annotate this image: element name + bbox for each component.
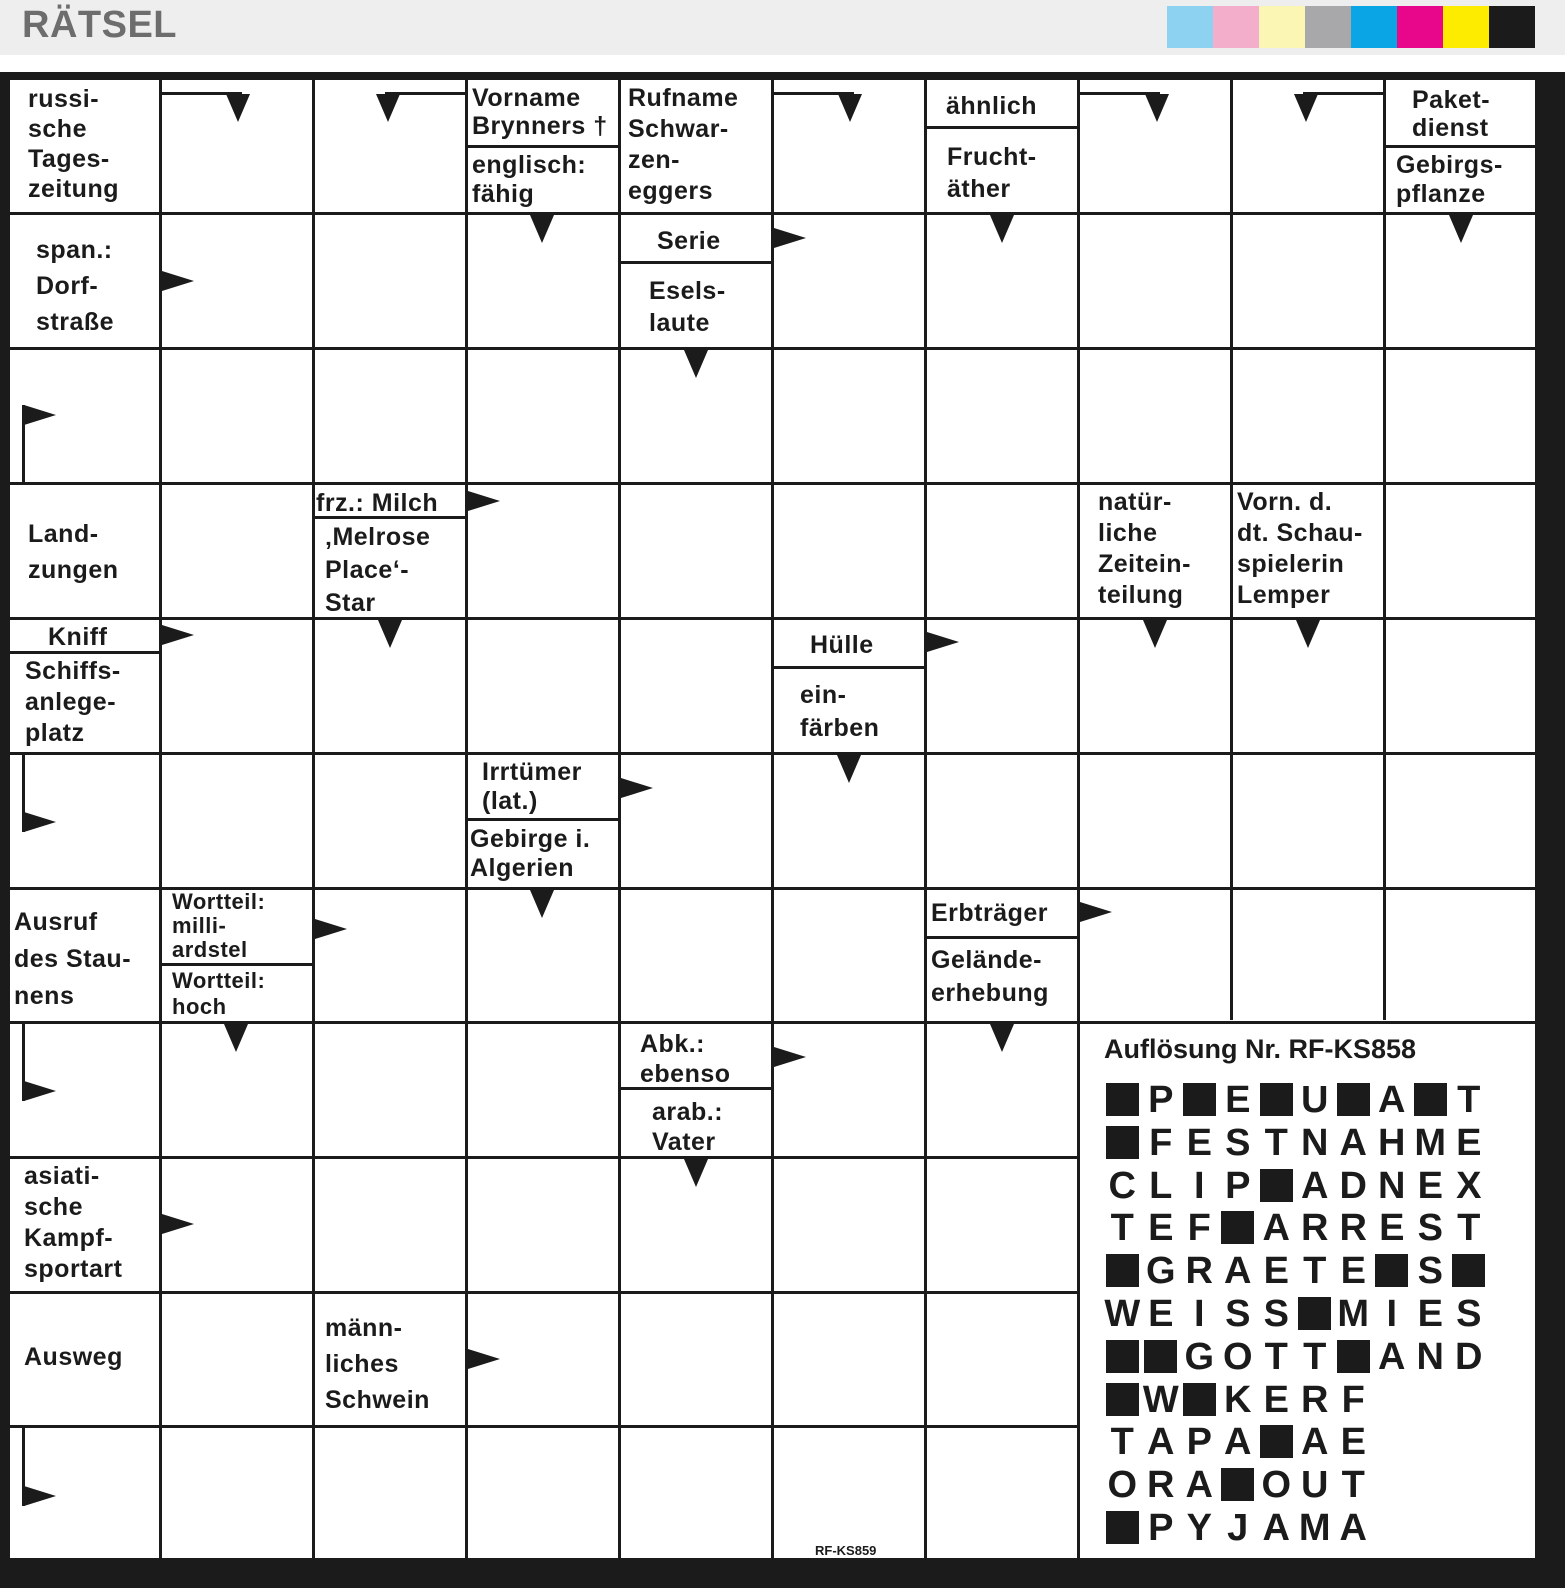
solution-letter: F [1187,1207,1211,1250]
solution-letter: M [1298,1507,1331,1549]
clue-text: arab.: Vater [652,1098,724,1156]
grid-line [312,80,315,1558]
puzzle-code: RF-KS859 [815,1543,877,1558]
black-square-icon [1452,1254,1485,1287]
solution-letter: P [1186,1421,1212,1464]
arrow-down-icon [224,1024,248,1052]
black-square-icon [1106,1383,1139,1416]
solution-letter: T [1110,1207,1134,1250]
arrow-down-icon [990,1024,1014,1052]
arrow-right-icon [162,271,194,291]
solution-block [1103,1253,1142,1289]
solution-letter: A [1224,1421,1252,1464]
clue-text: natür- liche Zeitein- teilung [1098,488,1191,609]
arrow-right-icon [24,812,56,832]
clue-text: Wortteil: milli- ardstel [172,889,266,962]
clue-text: Frucht- äther [947,143,1037,203]
arrow-down-icon [1145,94,1169,122]
solution-block [1103,1382,1142,1418]
clue-divider [927,936,1077,939]
clue-text: Ausweg [24,1343,123,1371]
solution-letter: G [1184,1335,1215,1378]
grid-line [1383,80,1386,1020]
color-swatch [1397,6,1443,48]
solution-letter: C [1108,1164,1136,1207]
solution-letter: A [1339,1507,1367,1549]
clue-text: Irrtümer (lat.) [482,758,582,815]
color-swatch [1351,6,1397,48]
arrow-stem [22,755,25,832]
solution-letter: U [1301,1079,1329,1121]
solution-letter: T [1457,1079,1481,1121]
solution-letter: T [1303,1250,1327,1293]
solution-letter: A [1262,1507,1290,1549]
clue-text: Wortteil: hoch [172,968,266,1019]
clue-text: Land- zungen [28,520,119,584]
solution-letter: A [1147,1421,1175,1464]
clue-divider [468,145,618,148]
arrow-stem [22,1024,25,1101]
arrow-right-icon [162,1214,194,1234]
solution-block [1257,1424,1296,1460]
arrow-down-icon [226,94,250,122]
black-square-icon [1183,1083,1216,1116]
solution-block [1373,1253,1412,1289]
solution-block [1411,1082,1450,1118]
solution-letter: M [1337,1293,1370,1335]
arrow-down-icon [837,755,861,783]
solution-row [1103,1293,1488,1335]
clue-text: Gelände- erhebung [931,946,1049,1007]
arrow-down-icon [376,94,400,122]
arrow-down-icon [1296,620,1320,648]
grid-line [10,1425,1078,1428]
clue-divider [468,818,618,821]
solution-block [1257,1082,1296,1118]
color-swatch [1443,6,1489,48]
solution-letter: E [1340,1421,1366,1464]
arrow-right-icon [774,228,806,248]
solution-row [1103,1250,1488,1293]
solution-letter: N [1378,1164,1406,1207]
solution-block [1103,1082,1142,1118]
grid-line [771,80,774,1558]
solution-block [1142,1339,1181,1375]
solution-letter: E [1417,1293,1443,1335]
solution-block [1450,1253,1489,1289]
black-square-icon [1260,1083,1293,1116]
solution-letter: A [1301,1164,1329,1207]
clue-text: Rufname Schwar- zen- eggers [628,84,739,205]
solution-letter: E [1379,1207,1405,1250]
clue-text: ein- färben [800,681,880,742]
clue-text: Schiffs- anlege- platz [25,657,121,747]
clue-divider [621,261,771,264]
solution-letter: I [1193,1164,1205,1207]
clue-text: englisch: fähig [472,151,587,208]
arrow-down-icon [1449,215,1473,243]
solution-letter: G [1145,1250,1176,1293]
solution-letter: U [1301,1464,1329,1507]
grid-line [618,80,621,1558]
solution-letter: A [1301,1421,1329,1464]
clue-text: asiati- sche Kampf- sportart [24,1162,123,1283]
arrow-down-icon [378,620,402,648]
solution-letter: R [1147,1464,1175,1507]
black-square-icon [1221,1211,1254,1244]
solution-block [1219,1467,1258,1503]
grid-line [1077,80,1080,1558]
clue-divider [927,126,1077,129]
arrow-right-icon [24,1486,56,1506]
solution-block [1103,1125,1142,1161]
solution-block [1257,1168,1296,1204]
solution-letter: E [1186,1121,1212,1164]
color-swatch [1213,6,1259,48]
solution-row [1103,1464,1373,1507]
solution-letter: F [1149,1121,1173,1164]
solution-letter: H [1378,1121,1406,1164]
grid-line [159,80,162,1558]
clue-text: Abk.: ebenso [640,1030,731,1088]
arrow-down-icon [684,1159,708,1187]
clue-text: russi- sche Tages- zeitung [28,85,119,203]
arrow-down-icon [1143,620,1167,648]
solution-letter: W [1142,1378,1179,1421]
solution-row [1103,1421,1373,1464]
solution-row [1103,1121,1488,1164]
solution-block [1180,1082,1219,1118]
solution-block [1103,1510,1142,1546]
arrow-right-icon [927,632,959,652]
solution-letter: A [1378,1079,1406,1121]
solution-letter: R [1301,1378,1329,1421]
arrow-right-icon [468,491,500,511]
color-swatch [1167,6,1213,48]
arrow-right-icon [1080,902,1112,922]
solution-block [1103,1339,1142,1375]
solution-letter: E [1417,1164,1443,1207]
clue-text: Kniff [48,623,108,651]
clue-divider [162,963,312,966]
black-square-icon [1106,1511,1139,1544]
clue-text: Gebirge i. Algerien [470,825,591,882]
solution-letter: J [1227,1507,1249,1549]
clue-text: Erbträger [931,899,1049,927]
arrow-down-icon [838,94,862,122]
solution-letter: R [1339,1207,1367,1250]
solution-row [1103,1378,1373,1421]
solution-letter: A [1262,1207,1290,1250]
clue-text: Gebirgs- pflanze [1396,151,1503,208]
arrow-right-icon [621,778,653,798]
solution-row [1103,1079,1488,1121]
clue-text: Ausruf des Stau- nens [14,908,132,1010]
solution-block [1219,1210,1258,1246]
solution-letter: K [1224,1378,1252,1421]
clue-text: Paket- dienst [1412,86,1491,142]
clue-text: ‚Melrose Place‘- Star [325,523,431,617]
solution-letter: P [1148,1507,1174,1549]
black-square-icon [1106,1254,1139,1287]
solution-letter: S [1417,1207,1443,1250]
solution-letter: E [1263,1378,1289,1421]
grid-line [924,80,927,1558]
solution-block [1296,1296,1335,1332]
solution-letter: T [1264,1335,1288,1378]
clue-text: Vorname Brynners † [472,84,608,140]
grid-line [10,482,1535,485]
solution-letter: A [1378,1335,1406,1378]
solution-letter: F [1341,1378,1365,1421]
solution-letter: N [1416,1335,1444,1378]
clue-text: span.: Dorf- straße [36,236,115,336]
solution-letter: P [1148,1079,1174,1121]
solution-letter: T [1457,1207,1481,1250]
solution-row [1103,1507,1373,1549]
solution-letter: A [1185,1464,1213,1507]
header-bar [0,0,1565,55]
solution-letter: T [1110,1421,1134,1464]
solution-letter: E [1225,1079,1251,1121]
solution-letter: E [1456,1121,1482,1164]
solution-letter: O [1261,1464,1292,1507]
solution-letter: R [1301,1207,1329,1250]
black-square-icon [1106,1340,1139,1373]
clue-divider [774,666,924,669]
black-square-icon [1106,1126,1139,1159]
clue-text: frz.: Milch [316,489,439,517]
grid-line [10,347,1535,350]
solution-letter: X [1456,1164,1482,1207]
solution-row [1103,1207,1488,1250]
clue-text: männ- liches Schwein [325,1314,430,1414]
black-square-icon [1260,1169,1293,1202]
black-square-icon [1337,1083,1370,1116]
black-square-icon [1414,1083,1447,1116]
solution-letter: Y [1186,1507,1212,1549]
arrow-down-icon [530,890,554,918]
solution-letter: S [1225,1121,1251,1164]
color-swatch [1259,6,1305,48]
grid-line [10,752,1535,755]
color-swatch [1305,6,1351,48]
solution-letter: S [1417,1250,1443,1293]
solution-letter: L [1149,1164,1173,1207]
solution-letter: O [1222,1335,1253,1378]
solution-letter: E [1148,1207,1174,1250]
solution-letter: S [1263,1293,1289,1335]
arrow-stem [22,405,25,482]
solution-letter: T [1264,1121,1288,1164]
arrow-stem [22,1428,25,1506]
solution-letter: E [1340,1250,1366,1293]
black-square-icon [1183,1383,1216,1416]
arrow-right-icon [774,1047,806,1067]
solution-letter: W [1104,1293,1141,1335]
solution-letter: M [1414,1121,1447,1164]
color-swatch [1489,6,1535,48]
solution-letter: S [1456,1293,1482,1335]
solution-row [1103,1335,1488,1378]
solution-letter: A [1339,1121,1367,1164]
solution-letter: O [1107,1464,1138,1507]
solution-block [1180,1382,1219,1418]
grid-line [1230,80,1233,1020]
black-square-icon [1260,1425,1293,1458]
solution-letter: A [1224,1250,1252,1293]
clue-text: Esels- laute [649,277,726,337]
arrow-down-icon [530,215,554,243]
arrow-right-icon [468,1349,500,1369]
page-title: RÄTSEL [22,4,177,46]
arrow-right-icon [24,1081,56,1101]
black-square-icon [1337,1340,1370,1373]
grid-line [10,1156,1078,1159]
solution-letter: S [1225,1293,1251,1335]
grid-line [10,1291,1078,1294]
black-square-icon [1221,1468,1254,1501]
clue-text: ähnlich [946,92,1038,120]
arrow-right-icon [162,625,194,645]
solution-letter: E [1263,1250,1289,1293]
arrow-right-icon [315,919,347,939]
clue-divider [1386,145,1535,148]
solution-block [1334,1339,1373,1375]
arrow-right-icon [24,405,56,425]
solution-block [1334,1082,1373,1118]
clue-text: Hülle [810,631,874,659]
solution-letter: E [1148,1293,1174,1335]
grid-line [10,212,1535,215]
clue-text: Serie [657,227,721,255]
solution-title: Auflösung Nr. RF-KS858 [1104,1034,1417,1064]
color-calibration-bar [1167,6,1535,48]
arrow-down-icon [990,215,1014,243]
solution-letter: R [1185,1250,1213,1293]
arrow-down-icon [684,350,708,378]
solution-letter: T [1303,1335,1327,1378]
solution-letter: I [1193,1293,1205,1335]
clue-text: Vorn. d. dt. Schau- spielerin Lemper [1237,488,1363,609]
solution-letter: D [1455,1335,1483,1378]
solution-letter: P [1225,1164,1251,1207]
solution-letter: T [1341,1464,1365,1507]
solution-letter: D [1339,1164,1367,1207]
black-square-icon [1375,1254,1408,1287]
black-square-icon [1144,1340,1177,1373]
arrow-down-icon [1294,94,1318,122]
solution-letter: N [1301,1121,1329,1164]
black-square-icon [1106,1083,1139,1116]
solution-letter: I [1386,1293,1398,1335]
black-square-icon [1298,1297,1331,1330]
solution-row [1103,1164,1488,1207]
